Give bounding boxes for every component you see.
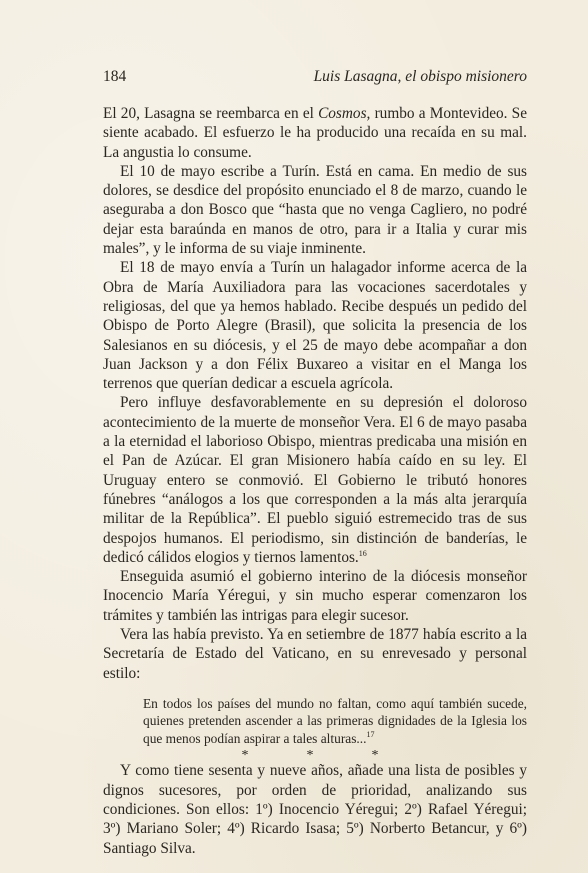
quote-text: En todos los países del mundo no faltan, como aquí también sucede, quienes pretenden ascender a las primeras dignidades de la Iglesia los que menos podían aspirar a tales alturas... bbox=[143, 695, 527, 746]
footnote-ref-17: 17 bbox=[366, 729, 375, 739]
body-text bbox=[103, 104, 527, 858]
block-quote bbox=[143, 695, 527, 748]
paragraph-4 bbox=[103, 393, 527, 567]
ship-name: Cosmos, bbox=[318, 105, 371, 122]
quote-text-wrapper bbox=[143, 695, 527, 748]
paragraph-1 bbox=[103, 104, 527, 162]
page-header bbox=[103, 68, 527, 90]
paragraph-1-lead: El 20, Lasagna se reembarca en el bbox=[103, 105, 319, 122]
asterism-3: * bbox=[371, 748, 379, 763]
section-break bbox=[230, 748, 390, 764]
footnote-ref-16: 16 bbox=[358, 548, 367, 558]
paragraph-5: Enseguida asumió el gobierno interino de la diócesis monseñor Inocencio María Yéregui, y sin mucho esperar comenzaron los trámites y también las intrigas para elegir sucesor. bbox=[103, 568, 527, 624]
paragraph-6: Vera las había previsto. Ya en setiembre de 1877 había escrito a la Secretaría de Estado del Vaticano, en su enrevesado y personal estilo: bbox=[103, 626, 527, 682]
asterism-2: * bbox=[306, 748, 314, 763]
running-title: Luis Lasagna, el obispo misionero bbox=[313, 68, 527, 85]
paragraph-7: Y como tiene sesenta y nueve años, añade una lista de posibles y dignos sucesores, por orden de prioridad, analizando sus condiciones. Son ellos: 1º) Inocencio Yéregui; 2º) Rafael Yéregui; 3º) Mariano Soler; 4º) Ricardo Isasa; 5º) Norberto Betancur, y 6º) Santiago Silva. bbox=[103, 762, 527, 857]
paragraph-4-text: Pero influye desfavorablemente en su depresión el doloroso acontecimiento de la muerte de monseñor Vera. El 6 de mayo pasaba a la eternidad el laborioso Obispo, mientras predicaba una misión en el Pan de Azúcar. El gran Misionero había caído en su ley. El Uruguay entero se conmovió. El Gobierno le tributó honores fúnebres “análogos a los que corresponden a la más alta jerarquía militar de la República”. El pueblo siguió estremecido tras de sus despojos humanos. El periodismo, sin distinción de banderías, le dedicó cálidos elogios y tiernos lamentos. bbox=[103, 394, 527, 566]
paragraph-3: El 18 de mayo envía a Turín un halagador informe acerca de la Obra de María Auxiliadora para las vocaciones sacerdotales y religiosas, del que ya hemos hablado. Recibe después un pedido del Obispo de Porto Alegre (Brasil), que solicita la presencia de los Salesianos en su diócesis, y el 25 de mayo debe acompañar a don Juan Jackson y a don Félix Buxareo a visitar en el Manga los terrenos que querían dedicar a escuela agrícola. bbox=[103, 259, 527, 393]
paragraph-2: El 10 de mayo escribe a Turín. Está en cama. En medio de sus dolores, se desdice del propósito enunciado el 8 de marzo, cuando le aseguraba a don Bosco que “hasta que no venga Cagliero, no podré dejar esta baraúnda en manos de otro, para ir a Italia y curar mis males”, y le informa de su viaje inminente. bbox=[103, 162, 527, 258]
asterism-1: * bbox=[241, 748, 249, 763]
paragraph-1-rest: rumbo a Montevideo. Se siente acabado. El esfuerzo le ha producido una recaída en su mal. La angustia lo consume. bbox=[103, 105, 527, 161]
page-number: 184 bbox=[103, 68, 127, 85]
